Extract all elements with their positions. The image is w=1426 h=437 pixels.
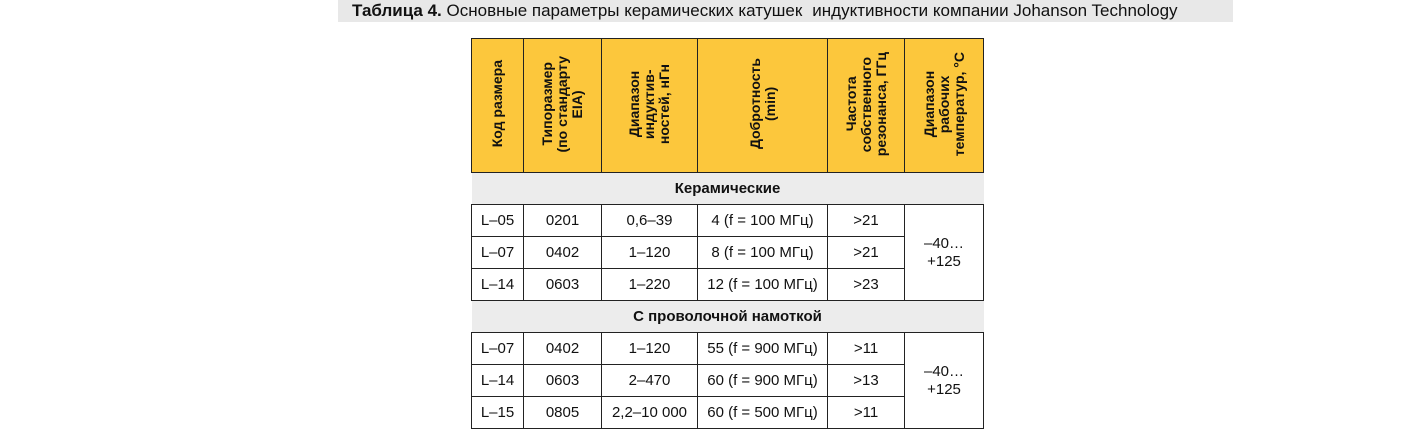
table-caption xyxy=(338,0,1233,22)
header-size-code: Код размера xyxy=(472,39,524,173)
header-temp-range: Диапазон рабочих температур, °С xyxy=(905,39,984,173)
cell-inductance: 1–220 xyxy=(602,269,698,301)
header-inductance-range: Диапазон индуктив- ностей, нГн xyxy=(602,39,698,173)
table-header-row xyxy=(472,39,984,173)
section-title: Керамические xyxy=(472,173,984,205)
section-row-ceramic xyxy=(472,173,984,205)
caption-label: Таблица 4. xyxy=(352,1,442,20)
caption-text-part2: индуктивности компании Johanson Technology xyxy=(812,1,1178,20)
header-eia-size: Типоразмер (по стандарту EIA) xyxy=(524,39,602,173)
cell-inductance: 1–120 xyxy=(602,333,698,365)
cell-resonance: >21 xyxy=(828,205,905,237)
cell-size-code: L–07 xyxy=(472,333,524,365)
cell-temp-range: –40… +125 xyxy=(905,333,984,429)
cell-q-factor: 55 (f = 900 МГц) xyxy=(698,333,828,365)
cell-q-factor: 12 (f = 100 МГц) xyxy=(698,269,828,301)
cell-eia-size: 0805 xyxy=(524,397,602,429)
cell-resonance: >11 xyxy=(828,333,905,365)
cell-temp-range: –40… +125 xyxy=(905,205,984,301)
table-row xyxy=(472,205,984,237)
parameters-table xyxy=(471,38,984,429)
section-title: С проволочной намоткой xyxy=(472,301,984,333)
table-row xyxy=(472,333,984,365)
cell-resonance: >23 xyxy=(828,269,905,301)
section-row-wirewound xyxy=(472,301,984,333)
cell-q-factor: 4 (f = 100 МГц) xyxy=(698,205,828,237)
cell-eia-size: 0402 xyxy=(524,237,602,269)
cell-inductance: 1–120 xyxy=(602,237,698,269)
cell-inductance: 2–470 xyxy=(602,365,698,397)
cell-resonance: >13 xyxy=(828,365,905,397)
cell-q-factor: 8 (f = 100 МГц) xyxy=(698,237,828,269)
cell-size-code: L–07 xyxy=(472,237,524,269)
cell-resonance: >11 xyxy=(828,397,905,429)
header-self-resonance: Частота собственного резонанса, ГГц xyxy=(828,39,905,173)
cell-inductance: 2,2–10 000 xyxy=(602,397,698,429)
header-q-factor: Добротность (min) xyxy=(698,39,828,173)
cell-eia-size: 0201 xyxy=(524,205,602,237)
cell-inductance: 0,6–39 xyxy=(602,205,698,237)
cell-size-code: L–05 xyxy=(472,205,524,237)
cell-eia-size: 0402 xyxy=(524,333,602,365)
cell-q-factor: 60 (f = 500 МГц) xyxy=(698,397,828,429)
cell-size-code: L–14 xyxy=(472,365,524,397)
cell-eia-size: 0603 xyxy=(524,269,602,301)
caption-text-part1: Основные параметры керамических катушек xyxy=(446,1,803,20)
cell-size-code: L–15 xyxy=(472,397,524,429)
cell-eia-size: 0603 xyxy=(524,365,602,397)
cell-size-code: L–14 xyxy=(472,269,524,301)
cell-resonance: >21 xyxy=(828,237,905,269)
cell-q-factor: 60 (f = 900 МГц) xyxy=(698,365,828,397)
